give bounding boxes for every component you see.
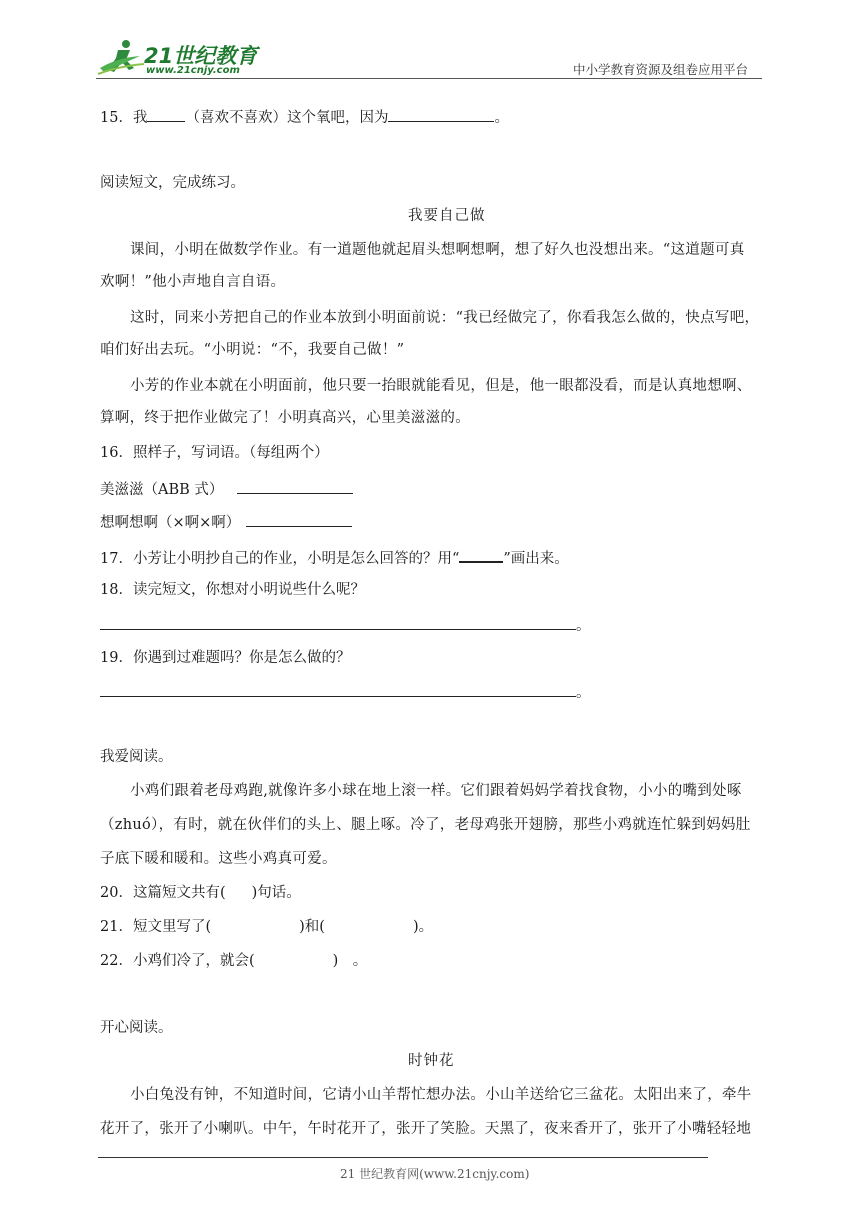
passage-line: 课间，小明在做数学作业。有一道题他就起眉头想啊想啊，想了好久也没想出来。“这道题可真 [130, 242, 745, 258]
answer-line[interactable] [100, 614, 576, 630]
answer-blank[interactable] [147, 106, 185, 122]
passage-line: 子底下暖和暖和。这些小鸡真可爱。 [100, 851, 337, 867]
answer-blank[interactable] [237, 478, 353, 494]
passage-line: 小白兔没有钟，不知道时间，它请小山羊帮忙想办法。小山羊送给它三盆花。太阳出来了，牵牛 [130, 1087, 752, 1103]
section-intro-2: 我爱阅读。 [100, 749, 173, 765]
passage-line: 花开了，张开了小喇叭。中午，午时花开了，张开了笑脸。天黑了，夜来香开了，张开了小嘴轻轻地 [100, 1121, 752, 1137]
question-22: 22．小鸡们冷了，就会( ) 。 [100, 953, 368, 969]
passage-line: 小鸡们跟着老母鸡跑,就像许多小球在地上滚一样。它们跟着妈妈学着找食物，小小的嘴到处啄 [130, 783, 742, 799]
site-logo [96, 38, 266, 82]
passage-line: 小芳的作业本就在小明面前，他只要一抬眼就能看见，但是，他一眼都没看，而是认真地想啊、 [130, 378, 752, 394]
passage-line: 这时，同来小芳把自己的作业本放到小明面前说：“我已经做完了，你看我怎么做的，快点写吧， [130, 310, 760, 326]
answer-line[interactable] [100, 681, 576, 697]
passage-title-1: 我要自己做 [408, 208, 486, 224]
question-20: 20．这篇短文共有( )句话。 [100, 885, 301, 901]
section-intro-1: 阅读短文，完成练习。 [100, 175, 245, 191]
logo-sub-text: www.21cnjy.com [146, 65, 240, 76]
question-16-row-2: 想啊想啊（×啊×啊） [100, 511, 352, 533]
question-16: 16．照样子，写词语。（每组两个） [100, 445, 329, 461]
question-18: 18．读完短文，你想对小明说些什么呢？ [100, 582, 365, 598]
passage-title-3: 时钟花 [408, 1053, 455, 1069]
section-intro-3: 开心阅读。 [100, 1020, 173, 1036]
question-17: 17．小芳让小明抄自己的作业，小明是怎么回答的？用“ ”画出来。 [100, 546, 569, 569]
question-19-answer: 。 [100, 681, 591, 703]
passage-line: 算啊，终于把作业做完了！小明真高兴，心里美滋滋的。 [100, 410, 470, 426]
footer-text: 21 世纪教育网(www.21cnjy.com) [340, 1167, 530, 1181]
passage-line: 咱们好出去玩。“小明说：“不，我要自己做！” [100, 342, 405, 358]
logo-main-text: 21世纪教育 [144, 44, 258, 68]
answer-blank[interactable] [246, 511, 352, 527]
passage-line: （zhuó），有时，就在伙伴们的头上、腿上啄。冷了，老母鸡张开翅膀，那些小鸡就连忙躲到妈妈肚 [100, 817, 751, 833]
question-18-answer: 。 [100, 614, 591, 636]
footer-divider [98, 1157, 708, 1158]
runner-logo-icon [98, 40, 144, 74]
question-15: 15．我 （喜欢不喜欢）这个氧吧，因为 。 [100, 106, 509, 128]
header-platform-text: 中小学教育资源及组卷应用平台 [573, 62, 749, 77]
question-21: 21．短文里写了( )和( )。 [100, 919, 434, 935]
underline-sample [459, 546, 503, 563]
passage-line: 欢啊！”他小声地自言自语。 [100, 274, 286, 290]
question-16-row-1: 美滋滋（ABB 式） [100, 478, 353, 500]
header-divider [96, 78, 762, 79]
answer-blank[interactable] [388, 106, 494, 122]
question-19: 19．你遇到过难题吗？你是怎么做的？ [100, 650, 351, 666]
